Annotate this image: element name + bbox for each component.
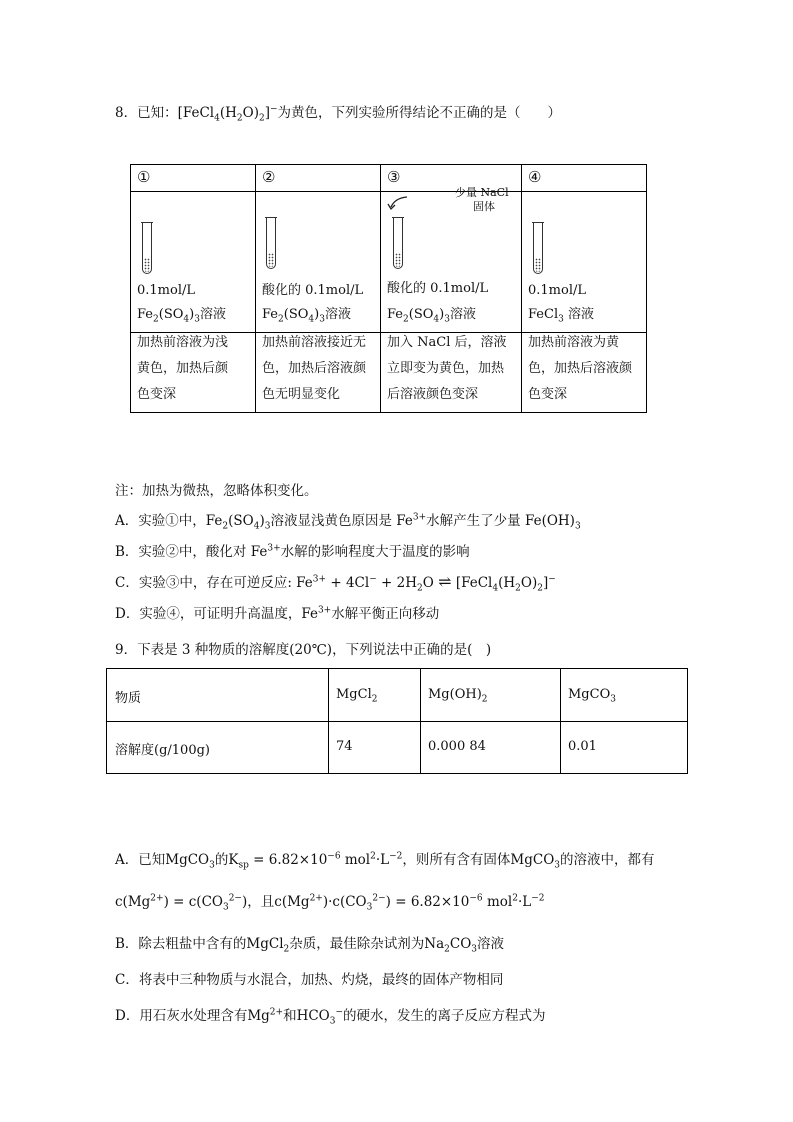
observation-1: 加热前溶液为浅 黄色，加热后颜 色变深 xyxy=(137,335,229,402)
value-mgoh2: 0.000 84 xyxy=(428,739,486,754)
observation-2: 加热前溶液接近无 色，加热后溶液颜 色无明显变化 xyxy=(262,335,367,402)
value-mgco3: 0.01 xyxy=(568,739,597,754)
q8-option-d: D．实验④，可证明升高温度，$Fe^{3+}$水解平衡正向移动 xyxy=(115,605,440,622)
header-mgcl2: MgCl$_2$ xyxy=(336,687,378,705)
header-mgco3: MgCO$_3$ xyxy=(568,687,616,705)
solubility-table xyxy=(106,668,688,774)
q8-stem: 8．已知：$[FeCl_4(H_2O)_2]^-$为黄色，下列实验所得结论不正确的是（ ） xyxy=(115,104,562,124)
q9-option-a-line2: $c(Mg^{2+}) = c(CO_3^{2-})$，且$c(Mg^{2+})\cdot c(CO_3^{2-}) = 6.82\times 10^{-6}$ $mol^2\cdot L^{-2}$ xyxy=(115,893,545,913)
reagent-2-line2: $Fe_2(SO_4)_3$溶液 xyxy=(262,307,351,325)
reagent-3-line1: 酸化的 0.1mol/L xyxy=(387,281,489,296)
experiment-table xyxy=(130,164,647,413)
q8-option-a: A．实验①中，$Fe_2(SO_4)_3$溶液显浅黄色原因是 $Fe^{3+}$水解产生了少量 $Fe(OH)_3$ xyxy=(115,512,581,532)
reagent-1-line2: $Fe_2(SO_4)_3$溶液 xyxy=(137,307,226,325)
curved-arrow-icon xyxy=(387,195,409,211)
header-1: ① xyxy=(137,168,151,186)
header-2: ② xyxy=(262,168,276,186)
equilibrium-arrow-icon: ⇌ xyxy=(438,572,452,591)
note: 注：加热为微热，忽略体积变化。 xyxy=(115,483,318,499)
reagent-2-line1: 酸化的 0.1mol/L xyxy=(262,283,364,298)
reagent-4-line1: 0.1mol/L xyxy=(528,283,586,298)
header-substance: 物质 xyxy=(115,691,142,706)
reagent-3-line2: $Fe_2(SO_4)_3$溶液 xyxy=(387,307,476,325)
test-tube-2 xyxy=(266,217,276,269)
q9-option-c: C．将表中三种物质与水混合，加热、灼烧，最终的固体产物相同 xyxy=(115,972,504,988)
reagent-4-line2: FeCl$_3$ 溶液 xyxy=(528,307,594,325)
test-tube-3 xyxy=(393,217,403,269)
value-mgcl2: 74 xyxy=(336,739,353,754)
q8-option-b: B．实验②中，酸化对 $Fe^{3+}$水解的影响程度大于温度的影响 xyxy=(115,543,470,560)
row-solubility-label: 溶解度(g/100g) xyxy=(115,743,210,758)
observation-3: 加入 NaCl 后，溶液 立即变为黄色，加热 后溶液颜色变深 xyxy=(387,335,507,402)
nacl-label-line1: 少量 NaCl xyxy=(455,186,509,199)
q9-option-b: B．除去粗盐中含有的MgCl$_2$杂质，最佳除杂试剂为$Na_2CO_3$溶液 xyxy=(115,936,505,955)
test-tube-4 xyxy=(533,222,543,274)
header-mgoh2: $Mg(OH)_2$ xyxy=(428,687,488,705)
q9-stem: 9．下表是 3 种物质的溶解度(20℃)，下列说法中正确的是( ) xyxy=(115,642,492,658)
observation-4: 加热前溶液为黄 色，加热后溶液颜 色变深 xyxy=(528,335,633,402)
q9-option-d: D．用石灰水处理含有$Mg^{2+}$和$HCO_3^-$的硬水，发生的离子反应方程式为 xyxy=(115,1007,546,1027)
test-tube-1 xyxy=(142,222,152,274)
reagent-1-line1: 0.1mol/L xyxy=(137,283,195,298)
header-4: ④ xyxy=(528,168,542,186)
nacl-label-line2: 固体 xyxy=(473,200,495,213)
header-3: ③ xyxy=(387,168,401,186)
q9-option-a-line1: A．已知MgCO$_3$的$K_{sp} = 6.82\times 10^{-6}$ $mol^2\cdot L^{-2}$，则所有含有固体MgCO$_3$的溶液中，都有 xyxy=(115,851,655,871)
q8-option-c: C．实验③中，存在可逆反应: $Fe^{3+} + 4Cl^- + 2H_2O$ ⇌ $[FeCl_4(H_2O)_2]^-$ xyxy=(115,572,556,594)
